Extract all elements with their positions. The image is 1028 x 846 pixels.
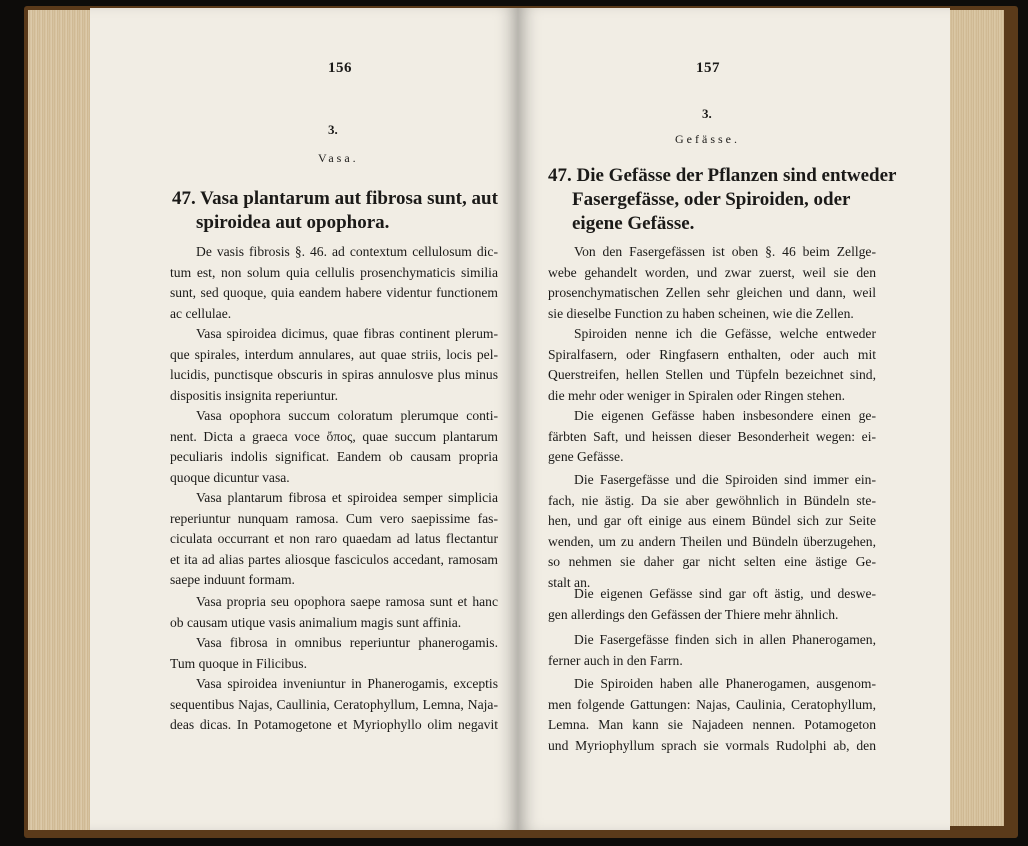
text-line: wenden, um zu andern Theilen und Bündeln überzugehen, <box>548 533 876 549</box>
text-line: Die Fasergefässe und die Spiroiden sind immer ein- <box>574 472 876 487</box>
paragraph <box>170 324 498 406</box>
text-line: Die eigenen Gefässe sind gar oft ästig, und deswe- <box>574 586 876 601</box>
heading-line: 47. Vasa plantarum aut fibrosa sunt, aut <box>172 188 498 209</box>
text-line: Vasa plantarum fibrosa et spiroidea semper simplicia <box>196 490 498 505</box>
text-line: Die eigenen Gefässe haben insbesondere einen ge- <box>574 408 876 423</box>
text-line: Spiralfasern, oder Ringfasern enthalten, oder auch mit <box>548 346 876 362</box>
paragraph <box>548 674 876 756</box>
paragraph <box>548 406 876 468</box>
text-line: dispositis insignita reperiuntur. <box>170 387 339 403</box>
text-line: Die Spiroiden haben alle Phanerogamen, ausgenom- <box>574 676 876 691</box>
page-edges-left <box>28 10 90 830</box>
text-line: sie dieselbe Function zu haben scheinen, wie die Zellen. <box>548 305 854 321</box>
text-line: Vasa propria seu opophora saepe ramosa sunt et hanc <box>196 594 498 609</box>
paragraph <box>170 488 498 591</box>
text-line: Tum quoque in Filicibus. <box>170 655 307 671</box>
left-page <box>90 8 518 830</box>
section-title: Gefässe. <box>675 132 740 146</box>
section-title: Vasa. <box>318 151 359 165</box>
text-line: nent. Dicta a graeca voce ὄπος, quae succum plantarum <box>170 428 498 444</box>
text-line: deas dicas. In Potamogetone et Myriophyllo olim negavit <box>170 717 498 733</box>
paragraph <box>548 324 876 406</box>
text-line: färbten Saft, und heissen dieser Besonderheit wegen: ei- <box>548 428 876 444</box>
text-line: men folgende Gattungen: Najas, Caulinia, Ceratophyllum, <box>548 696 876 712</box>
paragraph <box>548 630 876 671</box>
text-line: peculiaris indolis significat. Eandem ob causam propria <box>170 449 498 465</box>
page-number: 157 <box>696 60 720 76</box>
text-line: De vasis fibrosis §. 46. ad contextum cellulosum dic- <box>196 244 498 259</box>
text-line: ac cellulae. <box>170 305 232 321</box>
text-line: Die Fasergefässe finden sich in allen Phanerogamen, <box>574 632 876 647</box>
page-edges-right <box>948 10 1004 826</box>
paragraph <box>170 242 498 324</box>
heading-line: 47. Die Gefässe der Pflanzen sind entweder <box>548 165 897 186</box>
text-line: que spirales, interdum annulares, aut quae striis, locis pel- <box>170 346 498 362</box>
paragraph <box>548 470 876 594</box>
text-line: et ita ad alias partes aliosque fasciculos accedant, ramosam <box>170 551 498 567</box>
chapter-heading <box>172 187 498 235</box>
text-line: ob causam utique vasis animalium magis sunt affinia. <box>170 614 462 630</box>
text-line: lucidis, punctisque obscuris in spiras annulosve plus minus <box>170 367 498 383</box>
text-line: Von den Fasergefässen ist oben §. 46 beim Zellge- <box>574 244 876 259</box>
text-line: Spiroiden nenne ich die Gefässe, welche entweder <box>574 326 876 341</box>
text-line: stalt an. <box>548 574 591 590</box>
paragraph <box>170 633 498 674</box>
text-line: fach, nie ästig. Da sie aber gewöhnlich in Bündeln ste- <box>548 492 876 508</box>
text-line: tum est, non solum quia cellulis prosenchymaticis similia <box>170 264 498 280</box>
text-line: gene Gefässe. <box>548 449 624 465</box>
text-line: hen, und gar oft einige aus einem Bündel sich zur Seite <box>548 513 876 529</box>
text-line: prosenchymatischen Zellen sehr gleichen und dann, weil <box>548 285 876 301</box>
section-number: 3. <box>328 122 338 137</box>
text-line: sequentibus Najas, Caullinia, Ceratophyllum, Lemna, Naja- <box>170 696 498 712</box>
text-line: quoque dicuntur vasa. <box>170 469 290 485</box>
text-line: Vasa fibrosa in omnibus reperiuntur phanerogamis. <box>196 635 498 650</box>
text-line: gen allerdings den Gefässen der Thiere mehr ähnlich. <box>548 606 839 622</box>
paragraph <box>170 406 498 488</box>
paragraph <box>170 674 498 736</box>
text-line: ciculata occurrant et non raro quaedam ad latus flectantur <box>170 531 498 547</box>
text-line: sunt, sed quoque, quia eandem habere videntur functionem <box>170 285 498 301</box>
paragraph <box>548 584 876 625</box>
text-line: und Myriophyllum sprach sie vormals Rudolphi ab, den <box>548 737 876 753</box>
section-number: 3. <box>702 106 712 121</box>
heading-line: spiroidea aut opophora. <box>196 212 390 233</box>
text-line: so nehmen sie daher gar nicht selten eine ästige Ge- <box>548 554 876 570</box>
text-line: ferner auch in den Farrn. <box>548 652 683 668</box>
heading-line: Fasergefässe, oder Spiroiden, oder <box>572 189 851 210</box>
text-line: saepe induunt formam. <box>170 572 295 588</box>
text-line: die mehr oder weniger in Spiralen oder Ringen stehen. <box>548 387 846 403</box>
text-line: reperiuntur nunquam ramosa. Cum vero saepissime fas- <box>170 510 498 526</box>
right-page <box>518 8 950 830</box>
paragraph <box>548 242 876 324</box>
text-line: webe gehandelt worden, und zwar zuerst, weil sie den <box>548 264 876 280</box>
text-line: Lemna. Man kann sie Najadeen nennen. Potamogeton <box>548 717 876 733</box>
text-line: Vasa opophora succum coloratum plerumque conti- <box>196 408 498 423</box>
text-line: Querstreifen, hellen Stellen und Tüpfeln bezeichnet sind, <box>548 367 876 383</box>
text-line: Vasa spiroidea dicimus, quae fibras continent plerum- <box>196 326 498 341</box>
paragraph <box>170 592 498 633</box>
heading-line: eigene Gefässe. <box>572 213 695 234</box>
chapter-heading <box>548 164 896 236</box>
page-number: 156 <box>328 60 352 76</box>
text-line: Vasa spiroidea inveniuntur in Phanerogamis, exceptis <box>196 676 498 691</box>
